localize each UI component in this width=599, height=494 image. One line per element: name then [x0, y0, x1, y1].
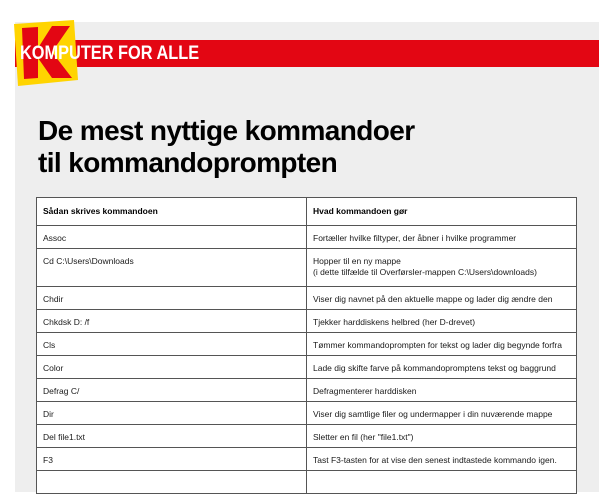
command-cell: Del file1.txt [37, 425, 307, 448]
description-cell: Fortæller hvilke filtyper, der åbner i hvilke programmer [307, 226, 577, 249]
table-header-row [37, 198, 577, 226]
description-cell [307, 471, 577, 494]
title-line-1: De mest nyttige kommandoer [38, 115, 415, 146]
command-cell: Assoc [37, 226, 307, 249]
table-row [37, 249, 577, 287]
description-line-2: (i dette tilfælde til Overførsler-mappen C:\Users\downloads) [313, 267, 537, 277]
description-cell: Tast F3-tasten for at vise den senest indtastede kommando igen. [307, 448, 577, 471]
description-cell: Lade dig skifte farve på kommandopromptens tekst og baggrund [307, 356, 577, 379]
command-cell: Defrag C/ [37, 379, 307, 402]
command-cell: F3 [37, 448, 307, 471]
table-row [37, 333, 577, 356]
command-cell: Chkdsk D: /f [37, 310, 307, 333]
command-cell: Cls [37, 333, 307, 356]
column-header-command: Sådan skrives kommandoen [37, 198, 307, 226]
command-cell [37, 471, 307, 494]
description-cell: Tømmer kommandoprompten for tekst og lader dig begynde forfra [307, 333, 577, 356]
table-row [37, 379, 577, 402]
commands-table [36, 197, 577, 494]
description-cell: Defragmenterer harddisken [307, 379, 577, 402]
description-cell: Tjekker harddiskens helbred (her D-drevet) [307, 310, 577, 333]
table-row [37, 471, 577, 494]
description-cell [307, 249, 577, 287]
table-row [37, 287, 577, 310]
table-row [37, 448, 577, 471]
table-row [37, 356, 577, 379]
description-cell: Viser dig navnet på den aktuelle mappe og lader dig ændre den [307, 287, 577, 310]
brand-name: KOMPUTER FOR ALLE [20, 43, 200, 64]
command-cell: Color [37, 356, 307, 379]
command-cell: Chdir [37, 287, 307, 310]
page-title [38, 115, 415, 179]
description-cell: Sletter en fil (her "file1.txt") [307, 425, 577, 448]
description-cell: Viser dig samtlige filer og undermapper i din nuværende mappe [307, 402, 577, 425]
description-line-1: Hopper til en ny mappe [313, 256, 401, 266]
table-row [37, 425, 577, 448]
column-header-description: Hvad kommandoen gør [307, 198, 577, 226]
table-row [37, 226, 577, 249]
title-line-2: til kommandoprompten [38, 147, 338, 178]
table-row [37, 402, 577, 425]
command-cell: Cd C:\Users\Downloads [37, 249, 307, 287]
command-cell: Dir [37, 402, 307, 425]
table-row [37, 310, 577, 333]
